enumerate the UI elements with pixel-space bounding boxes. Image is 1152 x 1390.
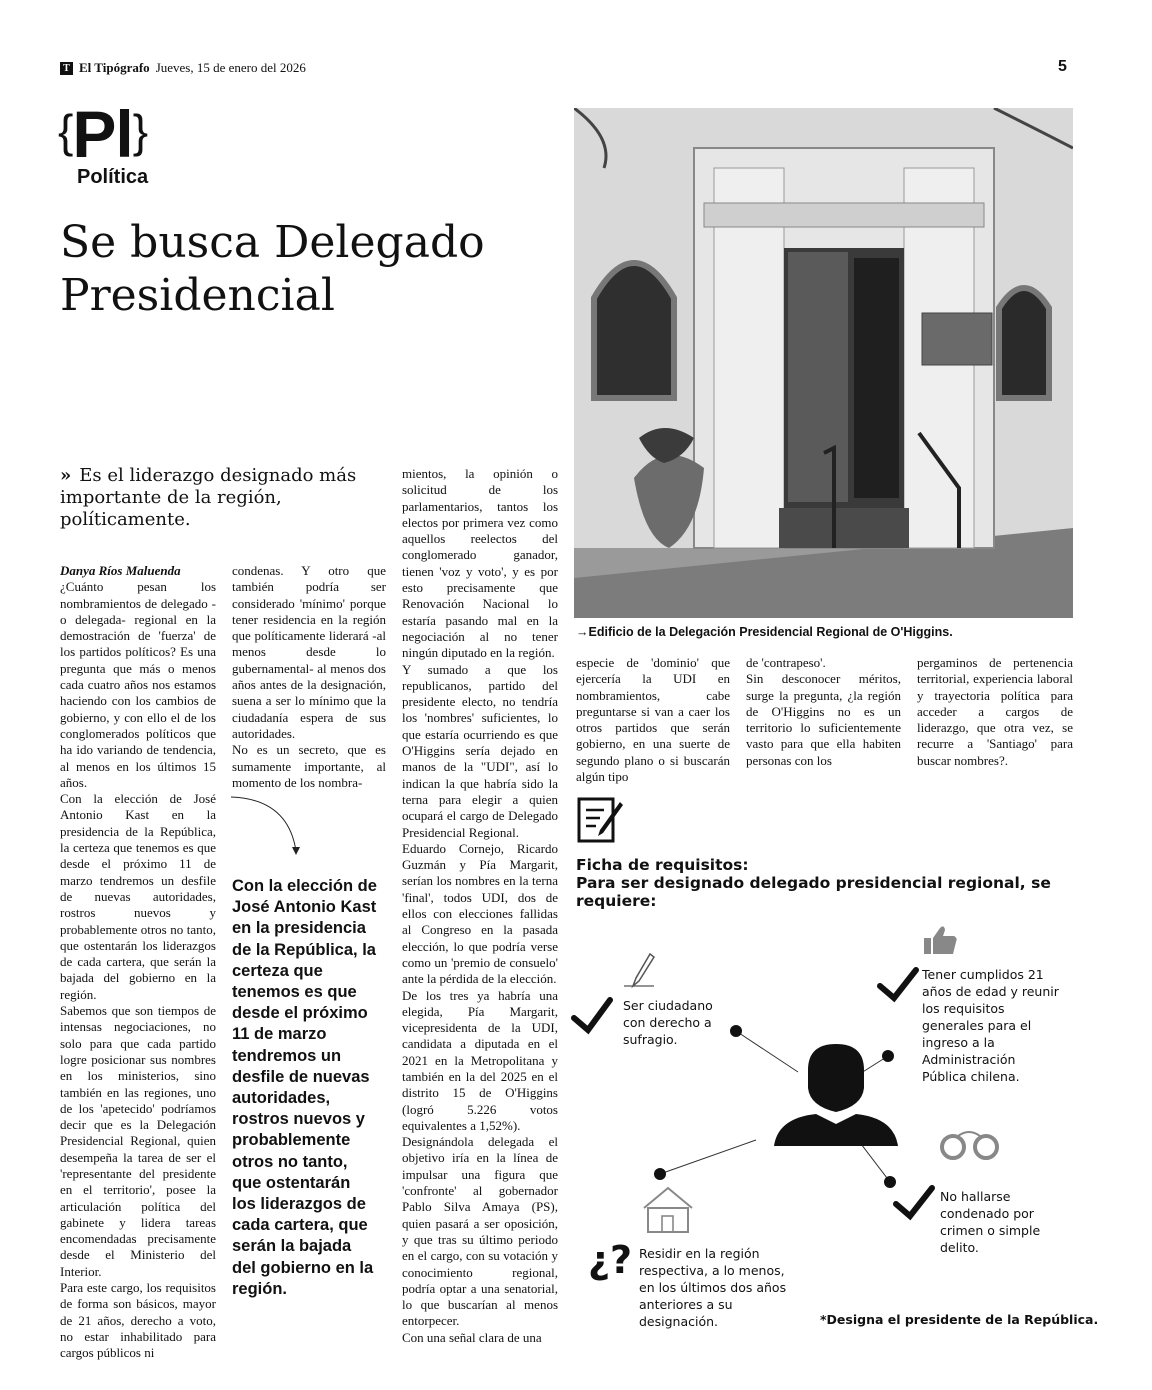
article-column-3 [402,466,558,1346]
brace-close: } [132,105,148,157]
connector-line [736,1031,798,1072]
paragraph: No es un secreto, que es sumamente importante, al momento de los nombra- [232,742,386,790]
paragraph: De los tres ya habría una elegida, Pía Margarit, vicepresidenta de la UDI, candidata a diputada en el 2021 en la Metropolitana y también en la del 2025 en el distrito 15 de O'Higgins (logró 5.226 votos equivalentes a 1,52%). [402,987,558,1133]
paragraph: Con una señal clara de una [402,1329,542,1345]
checkmark-icon [574,1000,610,1030]
connector-line [660,1140,756,1174]
pull-quote-arrow-icon [228,793,308,861]
building-illustration [574,108,1073,618]
paragraph: Sin desconocer méritos, surge la pregunta, ¿la región de O'Higgins no es un territorio lo suficientemente vasto para que ella habiten personas con los [746,671,901,768]
pull-quote: Con la elección de José Antonio Kast en la presidencia de la República, la certeza que tenemos es que desde el próximo 11 de marzo tendremos un desfile de nuevas autoridades, rostros nuevos y probablemente otros no tanto, que ostentarán los liderazgos de cada cartera, que serán la bajada del gobierno en la región. [232,877,377,1298]
handcuffs-icon [942,1132,997,1158]
infographic-title-line-1: Ficha de requisitos: [576,856,749,874]
building-photo [574,108,1073,618]
infographic-title [576,856,1056,910]
paragraph: Eduardo Cornejo, Ricardo Guzmán y Pía Margarit, serían los nombres en la terna 'final', todos UDI, dos de ellos con elecciones fallidas al Congreso en la pasada elección, lo que podría verse como un 'premio de consuelo' ante la pérdida de la elección. [402,840,558,987]
issue-date: Jueves, 15 de enero del 2026 [155,60,306,75]
question-mark-icon: ¿? [588,1238,633,1282]
page-number: 5 [1058,58,1067,75]
checkmark-icon [896,1188,932,1216]
section-name: Política [77,166,149,188]
byline: Danya Ríos Maluenda [60,563,181,578]
article-column-5 [746,655,901,769]
connector-dot [654,1168,666,1180]
infographic-footnote: *Designa el presidente de la República. [820,1312,1099,1327]
paragraph: Y sumado a que los republicanos, partido del presidente electo, no tendría los 'nombres' suficientes, lo que estaría ocurriendo es que O'Higgins sería dejado en manos de la "UDI", así lo indican la que habría sido la terna para elegir a quien ocupará el cargo de Delegado Presidencial Regional. [402,661,558,840]
paragraph: condenas. Y otro que también podría ser considerado 'mínimo' porque tener residencia en la región que políticamente liderará -al menos desde lo gubernamental- al menos dos años antes de la designación, suena a ser lo mínimo que la ciudadanía espera de sus autoridades. [232,563,386,741]
brace-open: { [58,105,73,157]
article-headline: Se busca Delegado Presidencial [60,217,485,321]
paragraph: especie de 'dominio' que ejercería la UDI en nombramientos, cabe preguntarse si van a caer los otros partidos que serán gobierno, en una suerte de segundo plano o si buscarán algún tipo [576,655,730,785]
paragraph: pergaminos de pertenencia territorial, experiencia laboral y trayectoria política para acceder a cargos de liderazgo, que otra vez, se recurre a 'Santiago' para buscar nombres?. [917,655,1073,768]
paragraph: Sabemos que son tiempos de intensas negociaciones, no solo para que cada partido logre posicionar sus nombres en los ministerios, sino también en las regiones, uno de los 'apetecido' podríamos decir que es la Delegación Presidencial Regional, quien desempeña la tarea de ser el 'representante del presidente en el territorio', posee la articulación política del gabinete y lidera tareas encomendadas precisamente desde el Ministerio del Interior. [60,1003,216,1279]
requirement-residence: Residir en la región respectiva, a lo menos, en los últimos dos años anteriores a su designación. [639,1246,787,1329]
section-abbrev: Pl [72,97,133,171]
connector-dot [882,1050,894,1062]
photo-caption: →Edificio de la Delegación Presidencial Regional de O'Higgins. [576,625,953,639]
pencil-icon [624,954,654,986]
requirement-citizen: Ser ciudadano con derecho a sufragio. [623,998,713,1047]
article-column-2 [232,563,386,791]
deck-quote-mark: » [60,465,72,486]
article-column-4 [576,655,730,785]
requirement-no-crime: No hallarse condenado por crimen o simple delito. [940,1189,1041,1255]
masthead-logo-icon: T [60,62,73,75]
thumbs-up-icon [924,926,957,954]
masthead-name: El Tipógrafo [79,60,150,75]
page-header [60,60,306,76]
article-deck [60,465,360,531]
paragraph: de 'contrapeso'. [746,655,826,670]
house-icon [644,1188,692,1232]
requirement-age: Tener cumplidos 21 años de edad y reunir los requisitos generales para el ingreso a la Administración Pública chilena. [922,967,1059,1084]
connector-line [858,1140,890,1182]
paragraph: ¿Cuánto pesan los nombramientos de delegado -o delegada- regional en la demostración de 'fuerza' de los partidos políticos? Es una pregunta que más o menos cada cuatro años nos estamos haciendo con los cambios de gobierno, y con ello el de los conglomerados políticos que ha ido variando de tendencia, al menos en los últimos 15 años. [60,579,216,790]
checkmark-icon [880,970,916,998]
article-column-1 [60,563,216,1362]
form-pen-icon [576,796,626,846]
infographic-title-line-2: Para ser designado delegado presidencial regional, se requiere: [576,874,1051,910]
paragraph: Con la elección de José Antonio Kast en la presidencia de la República, la certeza que tenemos es que desde el próximo 11 de marzo tendremos un desfile de nuevas autoridades, rostros nuevos y probablemente otros no tanto, que ostentarán los liderazgos de cada cartera, que serán la bajada del gobierno en la región. [60,791,216,1002]
paragraph: Para este cargo, los requisitos de forma son básicos, mayor de 21 años, derecho a voto, no estar inhabilitado para cargos públicos ni [60,1280,216,1361]
article-column-6 [917,655,1073,769]
paragraph: mientos, la opinión o solicitud de los parlamentarios, tantos los electos por primera vez como aquellos reelectos del conglomerado ganador, tienen 'voz y voto', y es por esto precisamente que Renovación Nacional lo estaría pasando mal en la negociación al no tener ningún diputado en la región. [402,466,558,661]
connector-dot [884,1176,896,1188]
paragraph: Designándola delegada el objetivo iría en la línea de impulsar una figura que 'confronte' al gobernador Pablo Silva Amaya (PS), quien pasará a ser oposición, y que tras su último periodo en el cargo, con su votación y conocimiento regional, podría optar a una senatorial, lo que buscarían al menos entorpecer. [402,1134,558,1329]
person-icon [774,1044,898,1146]
section-badge [58,96,147,169]
deck-text: Es el liderazgo designado más importante de la región, políticamente. [60,465,357,530]
